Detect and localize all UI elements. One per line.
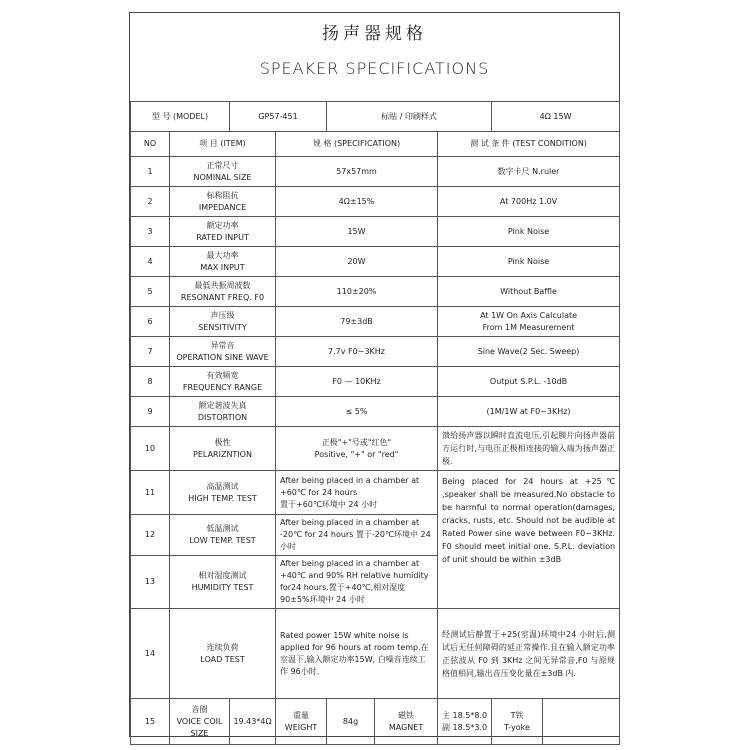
table-row <box>131 187 620 217</box>
row-item: 最低共振周波数 RESONANT FREQ. F0 <box>170 277 276 307</box>
row-spec: 57x57mm <box>276 157 438 187</box>
header-no: NO <box>131 132 170 157</box>
header-item: 项 目 (ITEM) <box>170 132 276 157</box>
table-row <box>131 157 620 187</box>
row-spec: 20W <box>276 247 438 277</box>
row-condition: 经测试后静置于+25(室温)环境中24 小时后,测试后无任何障碍的延正常操作.且在输入额定功率正弦波从 F0 到 3KHz 之间无异常音,F0 与原规格值相同,输出音压变化量在±3dB 内. <box>438 609 620 699</box>
magnet-label: 磁铁 MAGNET <box>375 699 438 745</box>
env-condition: Being placed for 24 hours at +25℃ ,speaker shall be measured.No obstacle to be harmful to normal operation(damages, cracks, rusts, etc. Should not be audible at Rated Power sine wave between F0~3KHz. F0 should meet initial one. S.P.L. deviation of unit should be within ±3dB <box>438 471 620 609</box>
table-row <box>131 217 620 247</box>
weight-label: 重量 WEIGHT <box>276 699 327 745</box>
yoke-blank <box>543 699 620 745</box>
model-row <box>131 102 620 132</box>
row-item: 低温测试 LOW TEMP. TEST <box>170 515 276 556</box>
model-value: GP57-451 <box>230 102 327 132</box>
row-condition: Output S.P.L. -10dB <box>438 367 620 397</box>
row-no: 7 <box>131 337 170 367</box>
yoke-label: T铁 T-yoke <box>492 699 543 745</box>
header-spec: 规 格 (SPECIFICATION) <box>276 132 438 157</box>
row-condition: 馈给扬声器以瞬时直流电压,引起膜片向扬声器前方运行时,与电压正极相连接的输入端为扬声器正极. <box>438 427 620 471</box>
row-no: 8 <box>131 367 170 397</box>
row-condition: Sine Wave(2 Sec. Sweep) <box>438 337 620 367</box>
row-no: 9 <box>131 397 170 427</box>
weight-value: 84g <box>327 699 375 745</box>
row-condition: 数字卡尺 N.ruler <box>438 157 620 187</box>
row-no: 2 <box>131 187 170 217</box>
table-row <box>131 277 620 307</box>
header-condition: 测 试 条 件 (TEST CONDITION) <box>438 132 620 157</box>
row-spec: F0 — 10KHz <box>276 367 438 397</box>
row-item: 有效频宽 FREQUENCY RANGE <box>170 367 276 397</box>
table-row <box>131 609 620 699</box>
row-item: 连续负荷 LOAD TEST <box>170 609 276 699</box>
row-no: 4 <box>131 247 170 277</box>
row-item: 极性 PELARIZNTION <box>170 427 276 471</box>
row-item: 高温测试 HIGH TEMP. TEST <box>170 471 276 515</box>
model-label: 型 号 (MODEL) <box>131 102 230 132</box>
row-no: 3 <box>131 217 170 247</box>
row-spec: After being placed in a chamber at +60℃ for 24 hours 置于+60℃环境中 24 小时 <box>276 471 438 515</box>
row-spec: Rated power 15W white noise is applied for 96 hours at room temp.在室温下,输入额定功率15W, 白噪音连续工作 96小时. <box>276 609 438 699</box>
row-item: 声压级 SENSITIVITY <box>170 307 276 337</box>
row-item: 标称阻抗 IMPEDANCE <box>170 187 276 217</box>
row-no: 15 <box>131 699 170 745</box>
row-spec: 7.7v F0~3KHz <box>276 337 438 367</box>
table-row <box>131 397 620 427</box>
title-english: SPEAKER SPECIFICATIONS <box>259 59 490 78</box>
magnet-value: 主 18.5*8.0 副 18.5*3.0 <box>438 699 492 745</box>
row-item: 相对湿度测试 HUMIDITY TEST <box>170 556 276 609</box>
spec-sheet <box>129 12 620 737</box>
row-spec: 4Ω±15% <box>276 187 438 217</box>
title-chinese: 扬声器规格 <box>322 24 427 44</box>
row-no: 12 <box>131 515 170 556</box>
row-condition: Pink Noise <box>438 217 620 247</box>
row-item: 最大功率 MAX INPUT <box>170 247 276 277</box>
table-row <box>131 471 620 515</box>
spec-table <box>130 101 620 745</box>
header-row <box>131 132 620 157</box>
row-item: 正常尺寸 NOMINAL SIZE <box>170 157 276 187</box>
row-spec: 正极"+"号或"红色" Positive, "+" or "red" <box>276 427 438 471</box>
row-condition: Pink Noise <box>438 247 620 277</box>
table-row <box>131 367 620 397</box>
row-no: 13 <box>131 556 170 609</box>
voice-coil-value: 19.43*4Ω <box>230 699 276 745</box>
rating-value: 4Ω 15W <box>492 102 620 132</box>
voice-coil-label: 音圈 VOICE COIL SIZE <box>170 699 230 745</box>
row-no: 5 <box>131 277 170 307</box>
table-row <box>131 337 620 367</box>
row-spec: 110±20% <box>276 277 438 307</box>
row-item: 额定功率 RATED INPUT <box>170 217 276 247</box>
row-condition: Without Baffle <box>438 277 620 307</box>
row-spec: After being placed in a chamber at +40℃ and 90% RH relative humidity for24 hours.置于+40℃,相对湿度 90±5%环境中 24 小时 <box>276 556 438 609</box>
row-condition: At 700Hz 1.0V <box>438 187 620 217</box>
row-spec: ≤ 5% <box>276 397 438 427</box>
row-item: 异常音 OPERATION SINE WAVE <box>170 337 276 367</box>
row-item: 额定谐波失真 DISTORTION <box>170 397 276 427</box>
row-spec: 79±3dB <box>276 307 438 337</box>
row-no: 14 <box>131 609 170 699</box>
row-spec: 15W <box>276 217 438 247</box>
table-row <box>131 699 620 745</box>
table-row <box>131 427 620 471</box>
row-no: 1 <box>131 157 170 187</box>
row-condition: At 1W On Axis Calculate From 1M Measurement <box>438 307 620 337</box>
row-no: 10 <box>131 427 170 471</box>
marking-label: 标贴 / 印刷样式 <box>327 102 492 132</box>
row-no: 6 <box>131 307 170 337</box>
row-no: 11 <box>131 471 170 515</box>
row-condition: (1M/1W at F0~3KHz) <box>438 397 620 427</box>
table-row <box>131 307 620 337</box>
table-row <box>131 247 620 277</box>
row-spec: After being placed in a chamber at -20℃ for 24 hours 置于-20℃环境中 24 小时 <box>276 515 438 556</box>
